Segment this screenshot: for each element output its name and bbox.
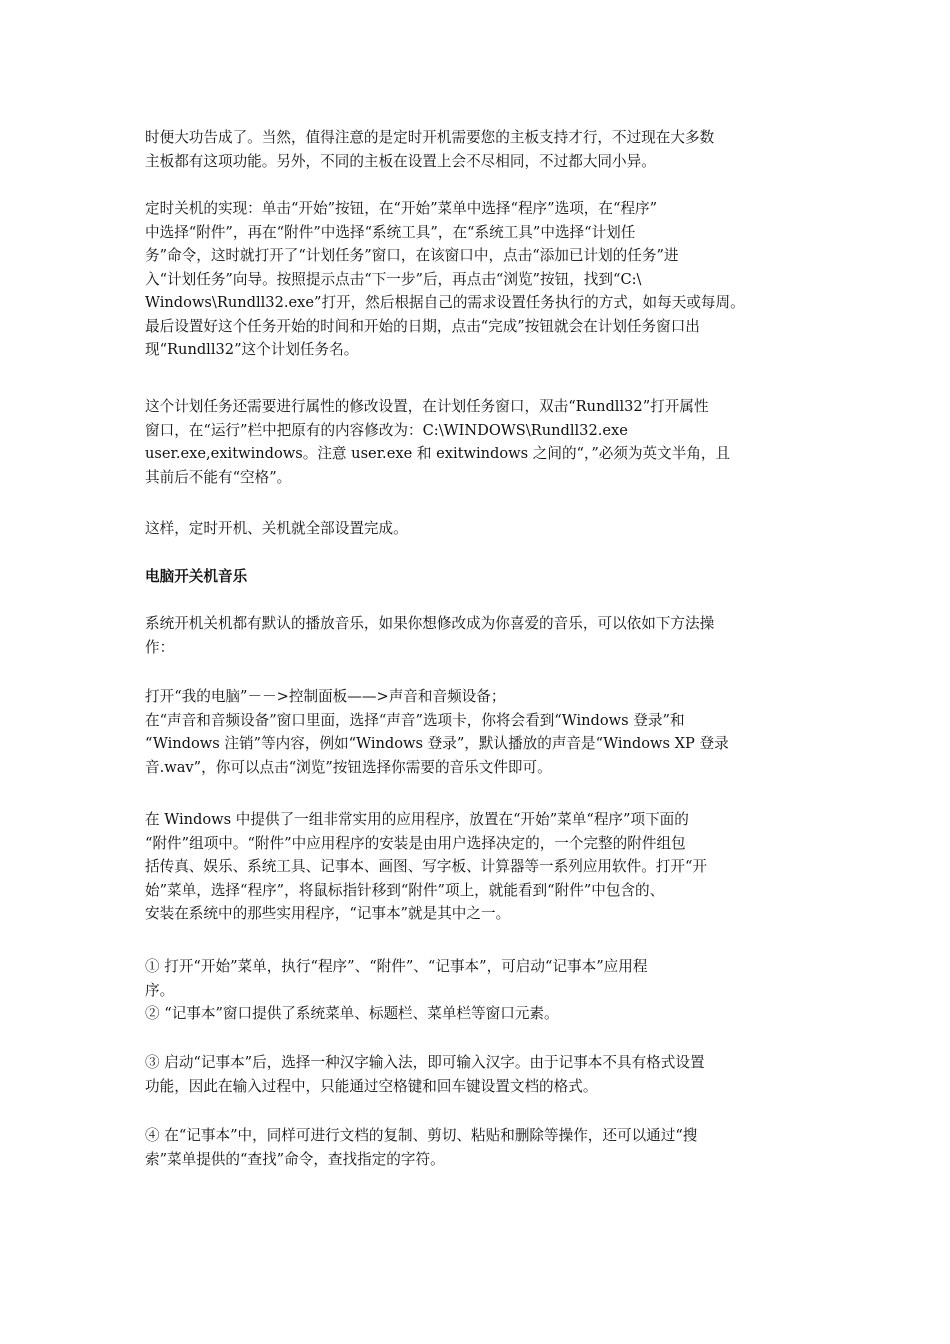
text-line: user.exe,exitwindows。注意 user.exe 和 exitwindows 之间的“，”必须为英文半角，且 xyxy=(145,445,731,462)
text-line: 入“计划任务”向导。按照提示点击“下一步”后，再点击“浏览”按钮，找到“C:\ xyxy=(145,270,642,288)
text-line: “附件”组项中。“附件”中应用程序的安装是由用户选择决定的，一个完整的附件组包 xyxy=(145,834,686,852)
section-heading: 电脑开关机音乐 xyxy=(145,568,248,585)
text-line: 在 Windows 中提供了一组非常实用的应用程序，放置在“开始”菜单“程序”项下面的 xyxy=(145,811,689,828)
paragraph-music-intro xyxy=(145,612,825,659)
text-line: ① 打开“开始”菜单，执行“程序”、“附件”、“记事本”，可启动“记事本”应用程 xyxy=(145,958,648,975)
text-line: 在“声音和音频设备”窗口里面，选择“声音”选项卡，你将会看到“Windows 登录”和 xyxy=(145,711,685,729)
paragraph-notepad-step-3 xyxy=(145,1051,825,1098)
paragraph-accessories xyxy=(145,808,825,926)
text-line: 最后设置好这个任务开始的时间和开始的日期，点击“完成”按钮就会在计划任务窗口出 xyxy=(145,317,700,335)
text-line: 打开“我的电脑”－－>控制面板——>声音和音频设备； xyxy=(145,688,506,705)
paragraph-completion xyxy=(145,517,825,541)
text-line: 索”菜单提供的“查找”命令，查找指定的字符。 xyxy=(145,1150,445,1168)
text-line: 这样，定时开机、关机就全部设置完成。 xyxy=(145,520,408,537)
text-line: 这个计划任务还需要进行属性的修改设置，在计划任务窗口，双击“Rundll32”打开属性 xyxy=(145,398,709,415)
paragraph-notepad-step-4 xyxy=(145,1124,825,1171)
text-line: 序。 xyxy=(145,981,175,999)
text-line: 务”命令，这时就打开了“计划任务”窗口，在该窗口中，点击“添加已计划的任务”进 xyxy=(145,247,679,264)
text-line: ③ 启动“记事本”后，选择一种汉字输入法，即可输入汉字。由于记事本不具有格式设置 xyxy=(145,1054,705,1071)
text-line: “Windows 注销”等内容，例如“Windows 登录”，默认播放的声音是“Windows XP 登录 xyxy=(145,735,729,752)
text-line: 时便大功告成了。当然，值得注意的是定时开机需要您的主板支持才行，不过现在大多数 xyxy=(145,129,715,146)
text-line: Windows\Rundll32.exe”打开，然后根据自己的需求设置任务执行的方式，如每天或每周。 xyxy=(145,294,745,311)
text-line: 系统开机关机都有默认的播放音乐，如果你想修改成为你喜爱的音乐，可以依如下方法操 xyxy=(145,615,715,632)
text-line: 音.wav”，你可以点击“浏览”按钮选择你需要的音乐文件即可。 xyxy=(145,758,552,776)
text-line: 作： xyxy=(145,638,175,656)
text-line: 功能，因此在输入过程中，只能通过空格键和回车键设置文档的格式。 xyxy=(145,1077,598,1095)
text-line: 始”菜单，选择“程序”，将鼠标指针移到“附件”项上，就能看到“附件”中包含的、 xyxy=(145,881,665,899)
paragraph-task-properties xyxy=(145,395,825,489)
text-line: 安装在系统中的那些实用程序，“记事本”就是其中之一。 xyxy=(145,905,511,922)
text-line: 现“Rundll32”这个计划任务名。 xyxy=(145,341,359,358)
text-line: ② “记事本”窗口提供了系统菜单、标题栏、菜单栏等窗口元素。 xyxy=(145,1005,559,1022)
paragraph-notepad-steps-1-2 xyxy=(145,955,825,1026)
text-line: 括传真、娱乐、系统工具、记事本、画图、写字板、计算器等一系列应用软件。打开“开 xyxy=(145,858,708,875)
paragraph-shutdown-setup xyxy=(145,197,825,362)
text-line: 定时关机的实现：单击“开始”按钮，在“开始”菜单中选择“程序”选项，在“程序” xyxy=(145,200,658,217)
paragraph-intro xyxy=(145,126,825,173)
text-line: 中选择“附件”，再在“附件”中选择“系统工具”，在“系统工具”中选择“计划任 xyxy=(145,223,636,241)
paragraph-sound-settings xyxy=(145,685,825,779)
text-line: 其前后不能有“空格”。 xyxy=(145,468,292,486)
text-line: 窗口，在“运行”栏中把原有的内容修改为：C:\WINDOWS\Rundll32.exe xyxy=(145,421,628,439)
text-line: 主板都有这项功能。另外，不同的主板在设置上会不尽相同，不过都大同小异。 xyxy=(145,152,656,170)
text-line: ④ 在“记事本”中，同样可进行文档的复制、剪切、粘贴和删除等操作，还可以通过“搜 xyxy=(145,1127,698,1144)
